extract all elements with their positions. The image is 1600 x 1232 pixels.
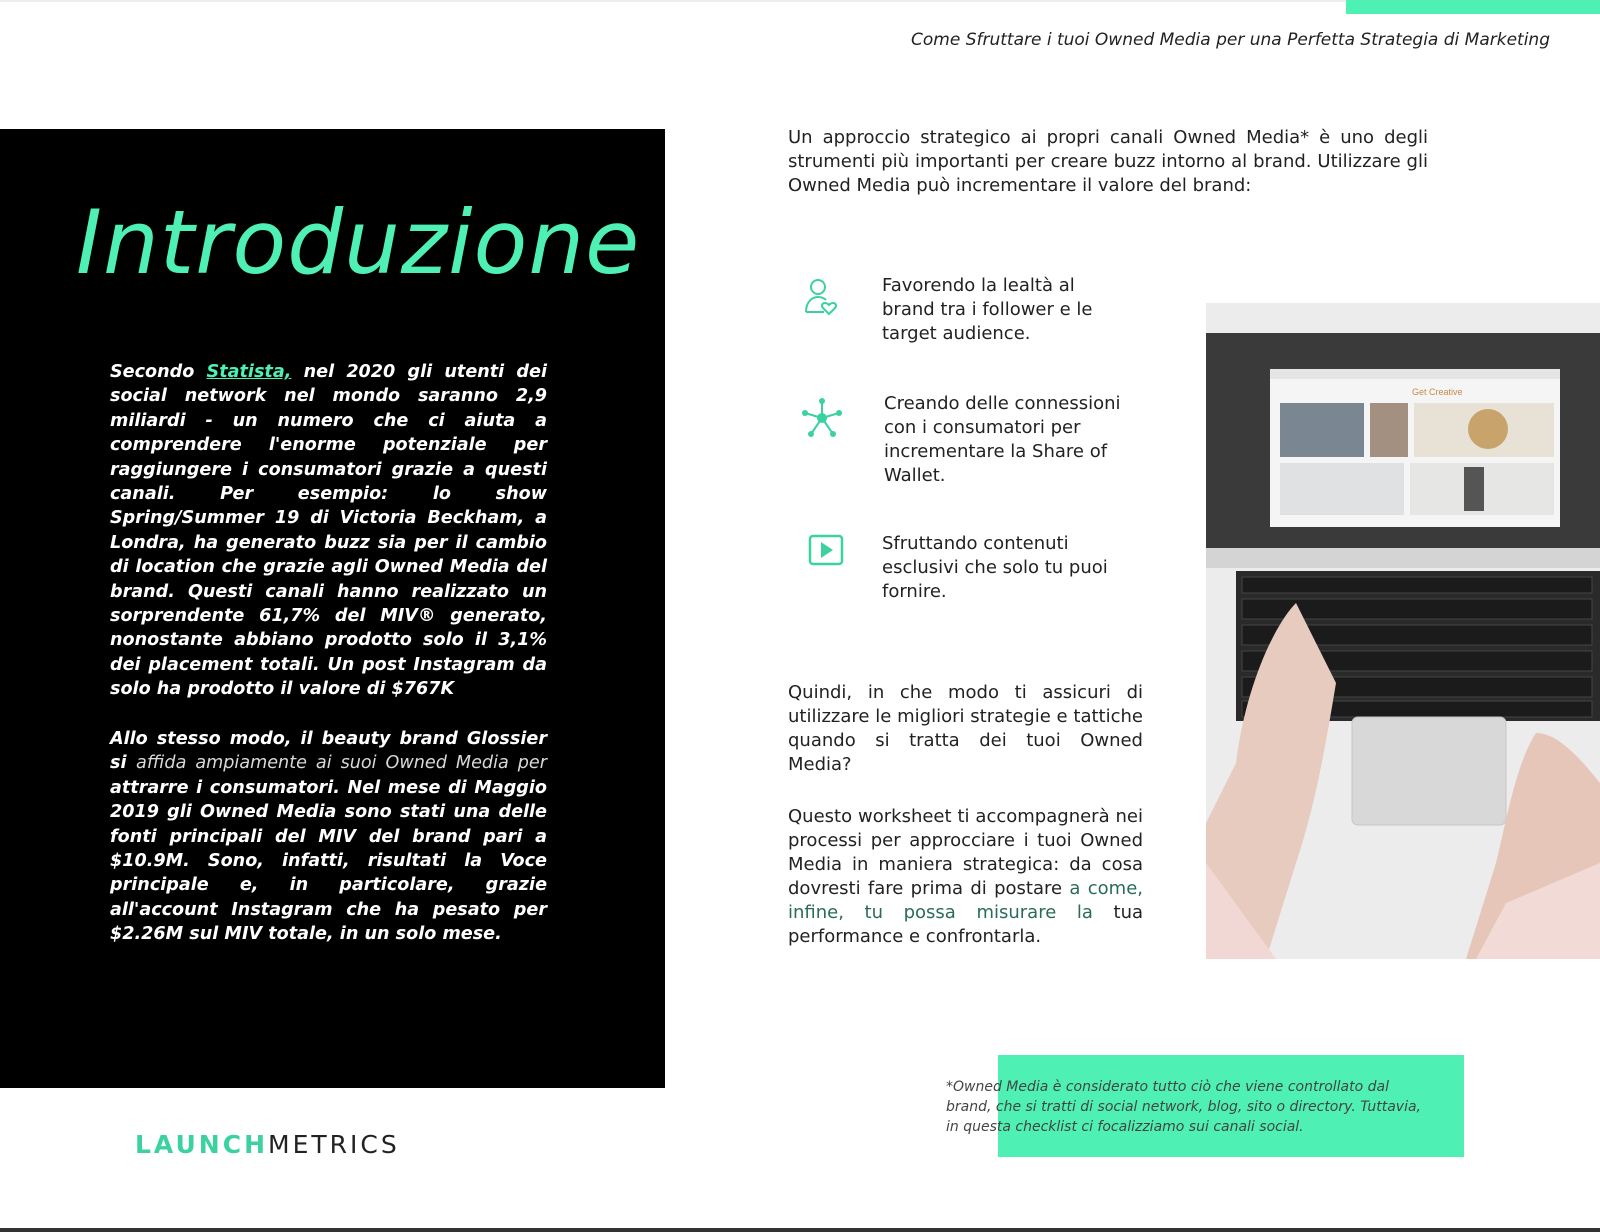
worksheet-part-a: Questo worksheet ti accompagnerà nei processi per approcciare i tuoi Owned Media in maniera strategica: da cosa dovresti fare prima di postare xyxy=(788,806,1143,899)
logo-part-1: LAUNCH xyxy=(135,1130,269,1159)
worksheet-part-b: a come, infine, tu possa misurare la xyxy=(788,878,1143,923)
statista-link[interactable]: Statista, xyxy=(206,362,292,382)
benefit-connections: Creando delle connessioni con i consumatori per incrementare la Share of Wallet. xyxy=(884,393,1121,486)
screen-heading: Get Creative xyxy=(1412,387,1463,397)
launchmetrics-logo xyxy=(135,1130,400,1159)
intro-paragraph-2 xyxy=(110,727,547,947)
benefit-loyalty: Favorendo la lealtà al brand tra i follower e le target audience. xyxy=(882,275,1093,344)
laptop-illustration xyxy=(1206,303,1600,959)
worksheet-paragraph xyxy=(788,805,1143,949)
question-paragraph: Quindi, in che modo ti assicuri di utilizzare le migliori strategie e tattiche quando si tratta dei tuoi Owned Media? xyxy=(788,682,1143,775)
para2-rest: attrarre i consumatori. Nel mese di Maggio 2019 gli Owned Media sono stati una delle fonti principali del MIV del brand pari a $10.9M. Sono, infatti, risultati la Voce principale e, in particolare, grazie all'account Instagram che ha pesato per $2.26M sul MIV totale, in un solo mese. xyxy=(110,777,547,945)
play-icon xyxy=(808,534,844,566)
intro-paragraph-1 xyxy=(110,360,547,702)
para1-lead: Secondo xyxy=(110,362,207,382)
footnote-text: *Owned Media è considerato tutto ciò che viene controllato dal brand, che si tratti di social network, blog, sito o directory. Tuttavia, in questa checklist ci focalizziamo sui canali social. xyxy=(946,1079,1422,1135)
user-heart-icon xyxy=(804,278,838,316)
para1-rest: nel 2020 gli utenti dei social network nel mondo saranno 2,9 miliardi - un numero che ci aiuta a comprendere l'enorme potenziale per raggiungere i consumatori grazie a questi canali. Per esempio: lo show Spring/Summer 19 di Victoria Beckham, a Londra, ha generato buzz sia per il cambio di location che grazie agli Owned Media del brand. Questi canali hanno realizzato un sorprendente 61,7% del MIV® generato, nonostante abbiano prodotto solo il 3,1% dei placement totali. Un post Instagram da solo ha prodotto il valore di $767K xyxy=(110,362,547,700)
network-icon xyxy=(802,398,842,438)
right-intro-paragraph: Un approccio strategico ai propri canali Owned Media* è uno degli strumenti più importanti per creare buzz intorno al brand. Utilizzare gli Owned Media può incrementare il valore del brand: xyxy=(788,127,1428,196)
para2-lead: Allo stesso modo, il beauty brand Glossier si xyxy=(110,729,547,774)
para2-light: affida ampiamente ai suoi Owned Media per xyxy=(136,753,547,774)
document-title: Come Sfruttare i tuoi Owned Media per una Perfetta Strategia di Marketing xyxy=(911,30,1550,50)
benefit-exclusive-content: Sfruttando contenuti esclusivi che solo tu puoi fornire. xyxy=(882,533,1108,602)
page-bottom-edge xyxy=(0,1228,1600,1232)
laptop-photo xyxy=(1206,303,1600,959)
section-heading: Introduzione xyxy=(76,191,641,294)
header-accent-bar xyxy=(1346,0,1600,14)
logo-part-2: METRICS xyxy=(268,1130,400,1159)
worksheet-part-c: tua performance e confrontarla. xyxy=(788,902,1144,947)
